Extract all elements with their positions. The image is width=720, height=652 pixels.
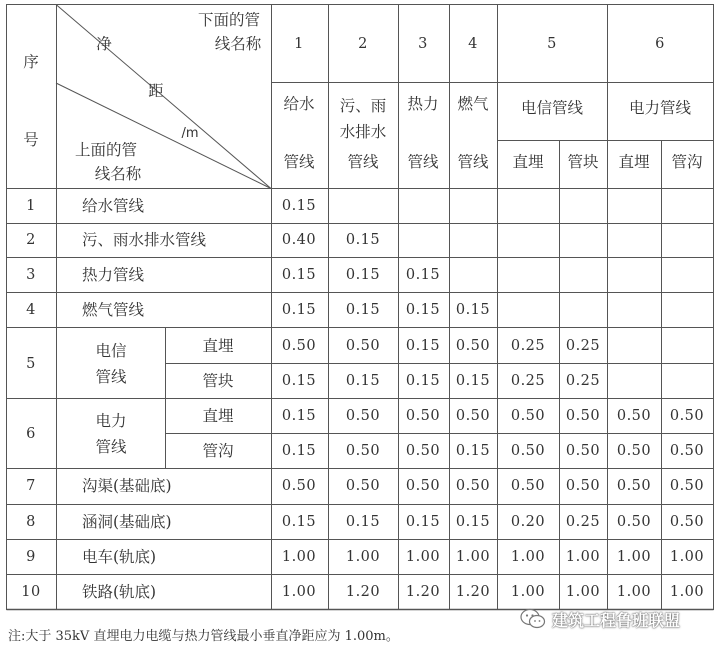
table-cell: 0.15 — [281, 267, 317, 283]
table-cell: 0.50 — [669, 514, 705, 530]
table-cell: 1.00 — [281, 549, 317, 565]
wechat-icon — [520, 608, 546, 630]
col-number-3: 3 — [418, 36, 428, 52]
table-cell: 0.50 — [345, 478, 381, 494]
row-number: 1 — [26, 198, 36, 214]
header-jing: 净 — [96, 35, 112, 53]
table-cell: 0.20 — [510, 514, 546, 530]
table-cell: 1.00 — [345, 549, 381, 565]
table-cell: 0.50 — [455, 408, 491, 424]
col5-header: 电信管线 — [520, 99, 584, 117]
table-cell: 1.00 — [281, 584, 317, 600]
table-cell: 0.50 — [345, 338, 381, 354]
table-cell: 0.15 — [345, 267, 381, 283]
table-cell: 1.20 — [455, 584, 491, 600]
table-cell: 0.25 — [565, 514, 601, 530]
table-cell: 0.25 — [510, 338, 546, 354]
table-cell: 0.15 — [281, 443, 317, 459]
col2-header-line1: 污、雨 — [339, 97, 387, 115]
header-upper-line2: 线名称 — [94, 165, 142, 183]
table-cell: 0.15 — [281, 373, 317, 389]
table-cell: 0.50 — [616, 408, 652, 424]
table-cell: 1.00 — [669, 549, 705, 565]
table-cell: 0.50 — [565, 443, 601, 459]
row-group-label: 管线 — [95, 437, 127, 456]
row-name: 电车(轨底) — [82, 548, 157, 566]
row-number: 7 — [26, 478, 36, 494]
table-cell: 0.50 — [405, 478, 441, 494]
row-sub-label: 管块 — [202, 372, 234, 390]
table-cell: 0.15 — [405, 267, 441, 283]
row-sub-label: 管沟 — [202, 442, 234, 460]
table-cell: 0.25 — [510, 373, 546, 389]
row-name: 铁路(轨底) — [82, 583, 157, 601]
row-group-label: 管线 — [95, 367, 127, 386]
row-number: 9 — [26, 549, 36, 565]
header-unit: /m — [181, 126, 199, 141]
table-cell: 0.15 — [405, 373, 441, 389]
col6-sub-trench: 管沟 — [671, 153, 703, 171]
row-number: 3 — [26, 267, 36, 283]
col3-header-line1: 热力 — [407, 95, 439, 113]
table-cell: 0.15 — [455, 443, 491, 459]
table-cell: 0.50 — [455, 338, 491, 354]
table-cell: 1.00 — [510, 584, 546, 600]
table-cell: 0.15 — [281, 302, 317, 318]
row-number: 8 — [26, 514, 36, 530]
header-lower-line1: 下面的管 — [197, 11, 261, 29]
watermark-text: 建筑工程鲁班联盟 — [552, 610, 681, 630]
table-cell: 0.25 — [565, 373, 601, 389]
table-cell: 0.50 — [405, 408, 441, 424]
footnote: 注:大于 35kV 直埋电力电缆与热力管线最小垂直净距应为 1.00m。 — [8, 629, 399, 644]
table-cell: 1.00 — [455, 549, 491, 565]
table-cell: 0.15 — [345, 514, 381, 530]
table-cell: 0.40 — [281, 232, 317, 248]
row-name: 污、雨水排水管线 — [82, 231, 207, 249]
col-number-5: 5 — [547, 36, 557, 52]
table-cell: 0.15 — [405, 514, 441, 530]
table-cell: 0.15 — [455, 373, 491, 389]
table-cell: 0.50 — [281, 338, 317, 354]
row-sub-label: 直埋 — [202, 407, 234, 425]
table-cell: 0.50 — [669, 478, 705, 494]
row-number: 5 — [26, 355, 36, 372]
table-cell: 0.50 — [345, 443, 381, 459]
table-cell: 1.20 — [405, 584, 441, 600]
table-cell: 0.50 — [565, 408, 601, 424]
table-cell: 1.00 — [405, 549, 441, 565]
table-cell: 0.50 — [669, 408, 705, 424]
col1-header-line1: 给水 — [283, 95, 315, 113]
table-cell: 0.15 — [281, 514, 317, 530]
table-cell: 0.15 — [345, 302, 381, 318]
header-ju: 距 — [148, 82, 164, 100]
col4-header-line1: 燃气 — [457, 95, 489, 113]
table-cell: 0.15 — [281, 198, 317, 214]
col2-header-line3: 管线 — [347, 153, 379, 171]
watermark — [520, 604, 716, 634]
table-cell: 1.00 — [669, 584, 705, 600]
col6-sub-direct: 直埋 — [618, 153, 650, 171]
header-upper-line1: 上面的管 — [74, 141, 138, 159]
table-cell: 1.00 — [565, 549, 601, 565]
table-cell: 0.50 — [510, 408, 546, 424]
row-number: 6 — [26, 425, 36, 442]
table-cell: 0.50 — [616, 514, 652, 530]
table-cell: 0.15 — [455, 514, 491, 530]
table-cell: 1.00 — [616, 549, 652, 565]
row-number: 4 — [26, 302, 36, 318]
table-cell: 0.15 — [345, 232, 381, 248]
row-sub-label: 直埋 — [202, 337, 234, 355]
row-number: 2 — [26, 232, 36, 248]
row-number: 10 — [21, 584, 41, 600]
table-cell: 1.20 — [345, 584, 381, 600]
table-cell: 0.50 — [405, 443, 441, 459]
row-name: 给水管线 — [82, 197, 145, 215]
row-group-label: 电力 — [95, 411, 127, 430]
table-cell: 0.50 — [616, 443, 652, 459]
table-cell: 0.15 — [405, 302, 441, 318]
col-number-2: 2 — [358, 36, 368, 52]
table-cell: 0.50 — [669, 443, 705, 459]
table-cell: 1.00 — [510, 549, 546, 565]
header-lower-line2: 线名称 — [214, 35, 262, 53]
row-name: 沟渠(基础底) — [82, 477, 172, 495]
row-name: 燃气管线 — [82, 301, 145, 319]
table-cell: 0.50 — [510, 478, 546, 494]
row-name: 热力管线 — [82, 266, 145, 284]
col-number-1: 1 — [294, 36, 304, 52]
col2-header-line2: 水排水 — [339, 123, 387, 141]
row-group-label: 电信 — [95, 341, 127, 360]
col5-sub-block: 管块 — [567, 153, 599, 171]
col-number-4: 4 — [468, 36, 478, 52]
col6-header: 电力管线 — [628, 99, 692, 117]
col4-header-line2: 管线 — [457, 153, 489, 171]
table-cell: 0.25 — [565, 338, 601, 354]
col1-header-line2: 管线 — [283, 153, 315, 171]
table-cell: 0.15 — [281, 408, 317, 424]
table-cell: 1.00 — [565, 584, 601, 600]
table-cell: 1.00 — [616, 584, 652, 600]
header-seq-top: 序 — [23, 53, 39, 71]
header-seq-bottom: 号 — [23, 131, 39, 149]
table-cell: 0.50 — [455, 478, 491, 494]
col3-header-line2: 管线 — [407, 153, 439, 171]
table-cell: 0.15 — [345, 373, 381, 389]
row-name: 涵洞(基础底) — [82, 513, 172, 531]
col5-sub-direct: 直埋 — [512, 153, 544, 171]
table-cell: 0.15 — [405, 338, 441, 354]
table-cell: 0.50 — [281, 478, 317, 494]
col-number-6: 6 — [655, 36, 665, 52]
table-cell: 0.50 — [510, 443, 546, 459]
table-cell: 0.50 — [565, 478, 601, 494]
table-cell: 0.15 — [455, 302, 491, 318]
table-cell: 0.50 — [345, 408, 381, 424]
table-cell: 0.50 — [616, 478, 652, 494]
